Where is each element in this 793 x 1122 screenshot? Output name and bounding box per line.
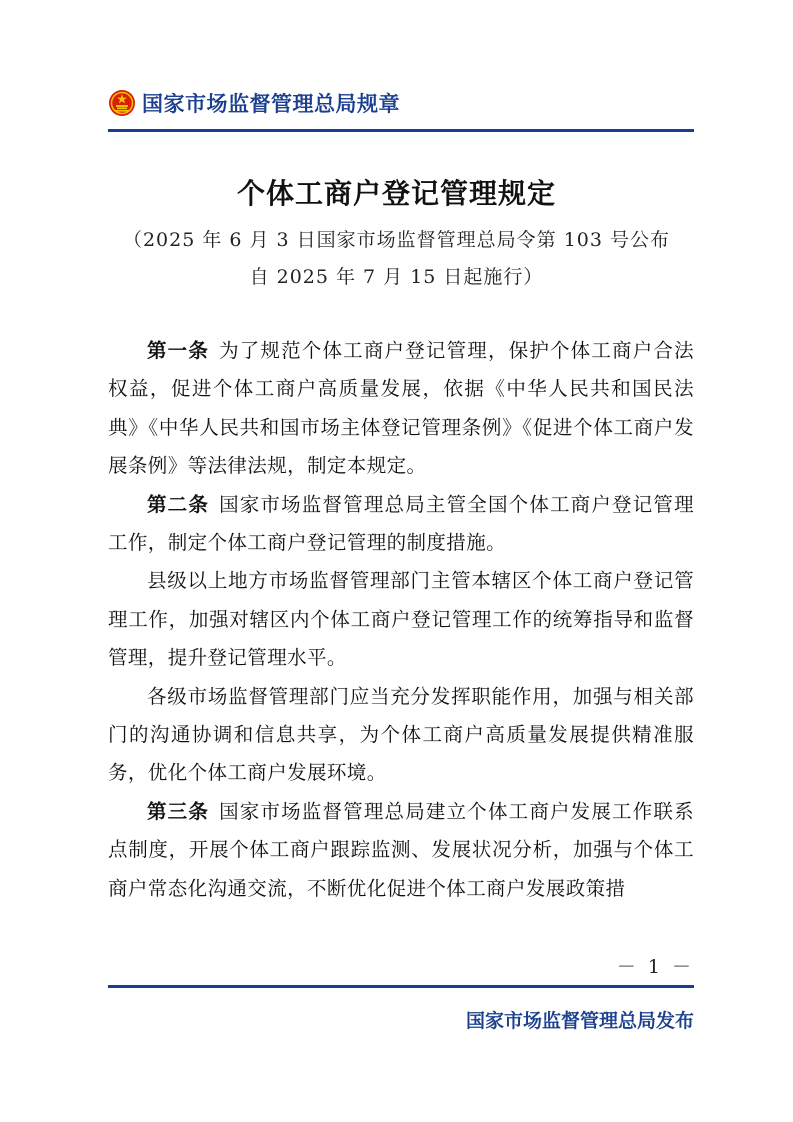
article-number: 第一条 [147,339,210,362]
national-emblem-icon [108,89,136,117]
article-number: 第三条 [147,799,210,823]
paragraph-article-2 [108,486,694,563]
footer-divider [108,985,694,988]
document-title: 个体工商户登记管理规定 [236,177,556,210]
paragraph-text: 县级以上地方市场监督管理部门主管本辖区个体工商户登记管理工作，加强对辖区内个体工商户登记管理工作的统筹指导和监督管理，提升登记管理水平。 [108,569,694,670]
paragraph-article-1 [108,332,694,486]
document-subtitle-line1: （2025 年 6 月 3 日国家市场监督管理总局令第 103 号公布 [122,229,671,251]
document-header [108,88,400,118]
paragraph-text: 各级市场监督管理部门应当充分发挥职能作用，加强与相关部门的沟通协调和信息共享，为个体工商户高质量发展提供精准服务，优化个体工商户发展环境。 [108,684,694,785]
document-body [108,332,694,908]
paragraph-article-3 [108,793,694,908]
paragraph-text: 为了规范个体工商户登记管理，保护个体工商户合法权益，促进个体工商户高质量发展，依据《中华人民共和国民法典》《中华人民共和国市场主体登记管理条例》《促进个体工商户发展条例》等法律法规，制定本规定。 [108,339,695,478]
page-number: － 1 － [616,956,694,978]
article-number: 第二条 [147,492,210,516]
header-divider [108,129,694,132]
paragraph-text: 国家市场监督管理总局主管全国个体工商户登记管理工作，制定个体工商户登记管理的制度措施。 [108,492,695,555]
footer-publisher: 国家市场监督管理总局发布 [465,1010,694,1032]
document-subtitle-line2: 自 2025 年 7 月 15 日起施行） [249,266,544,288]
paragraph-article-2-part-2 [108,562,694,677]
paragraph-text: 国家市场监督管理总局建立个体工商户发展工作联系点制度，开展个体工商户跟踪监测、发展状况分析，加强与个体工商户常态化沟通交流，不断优化促进个体工商户发展政策措 [108,799,695,900]
paragraph-article-2-part-3 [108,678,694,793]
header-title: 国家市场监督管理总局规章 [142,92,400,116]
